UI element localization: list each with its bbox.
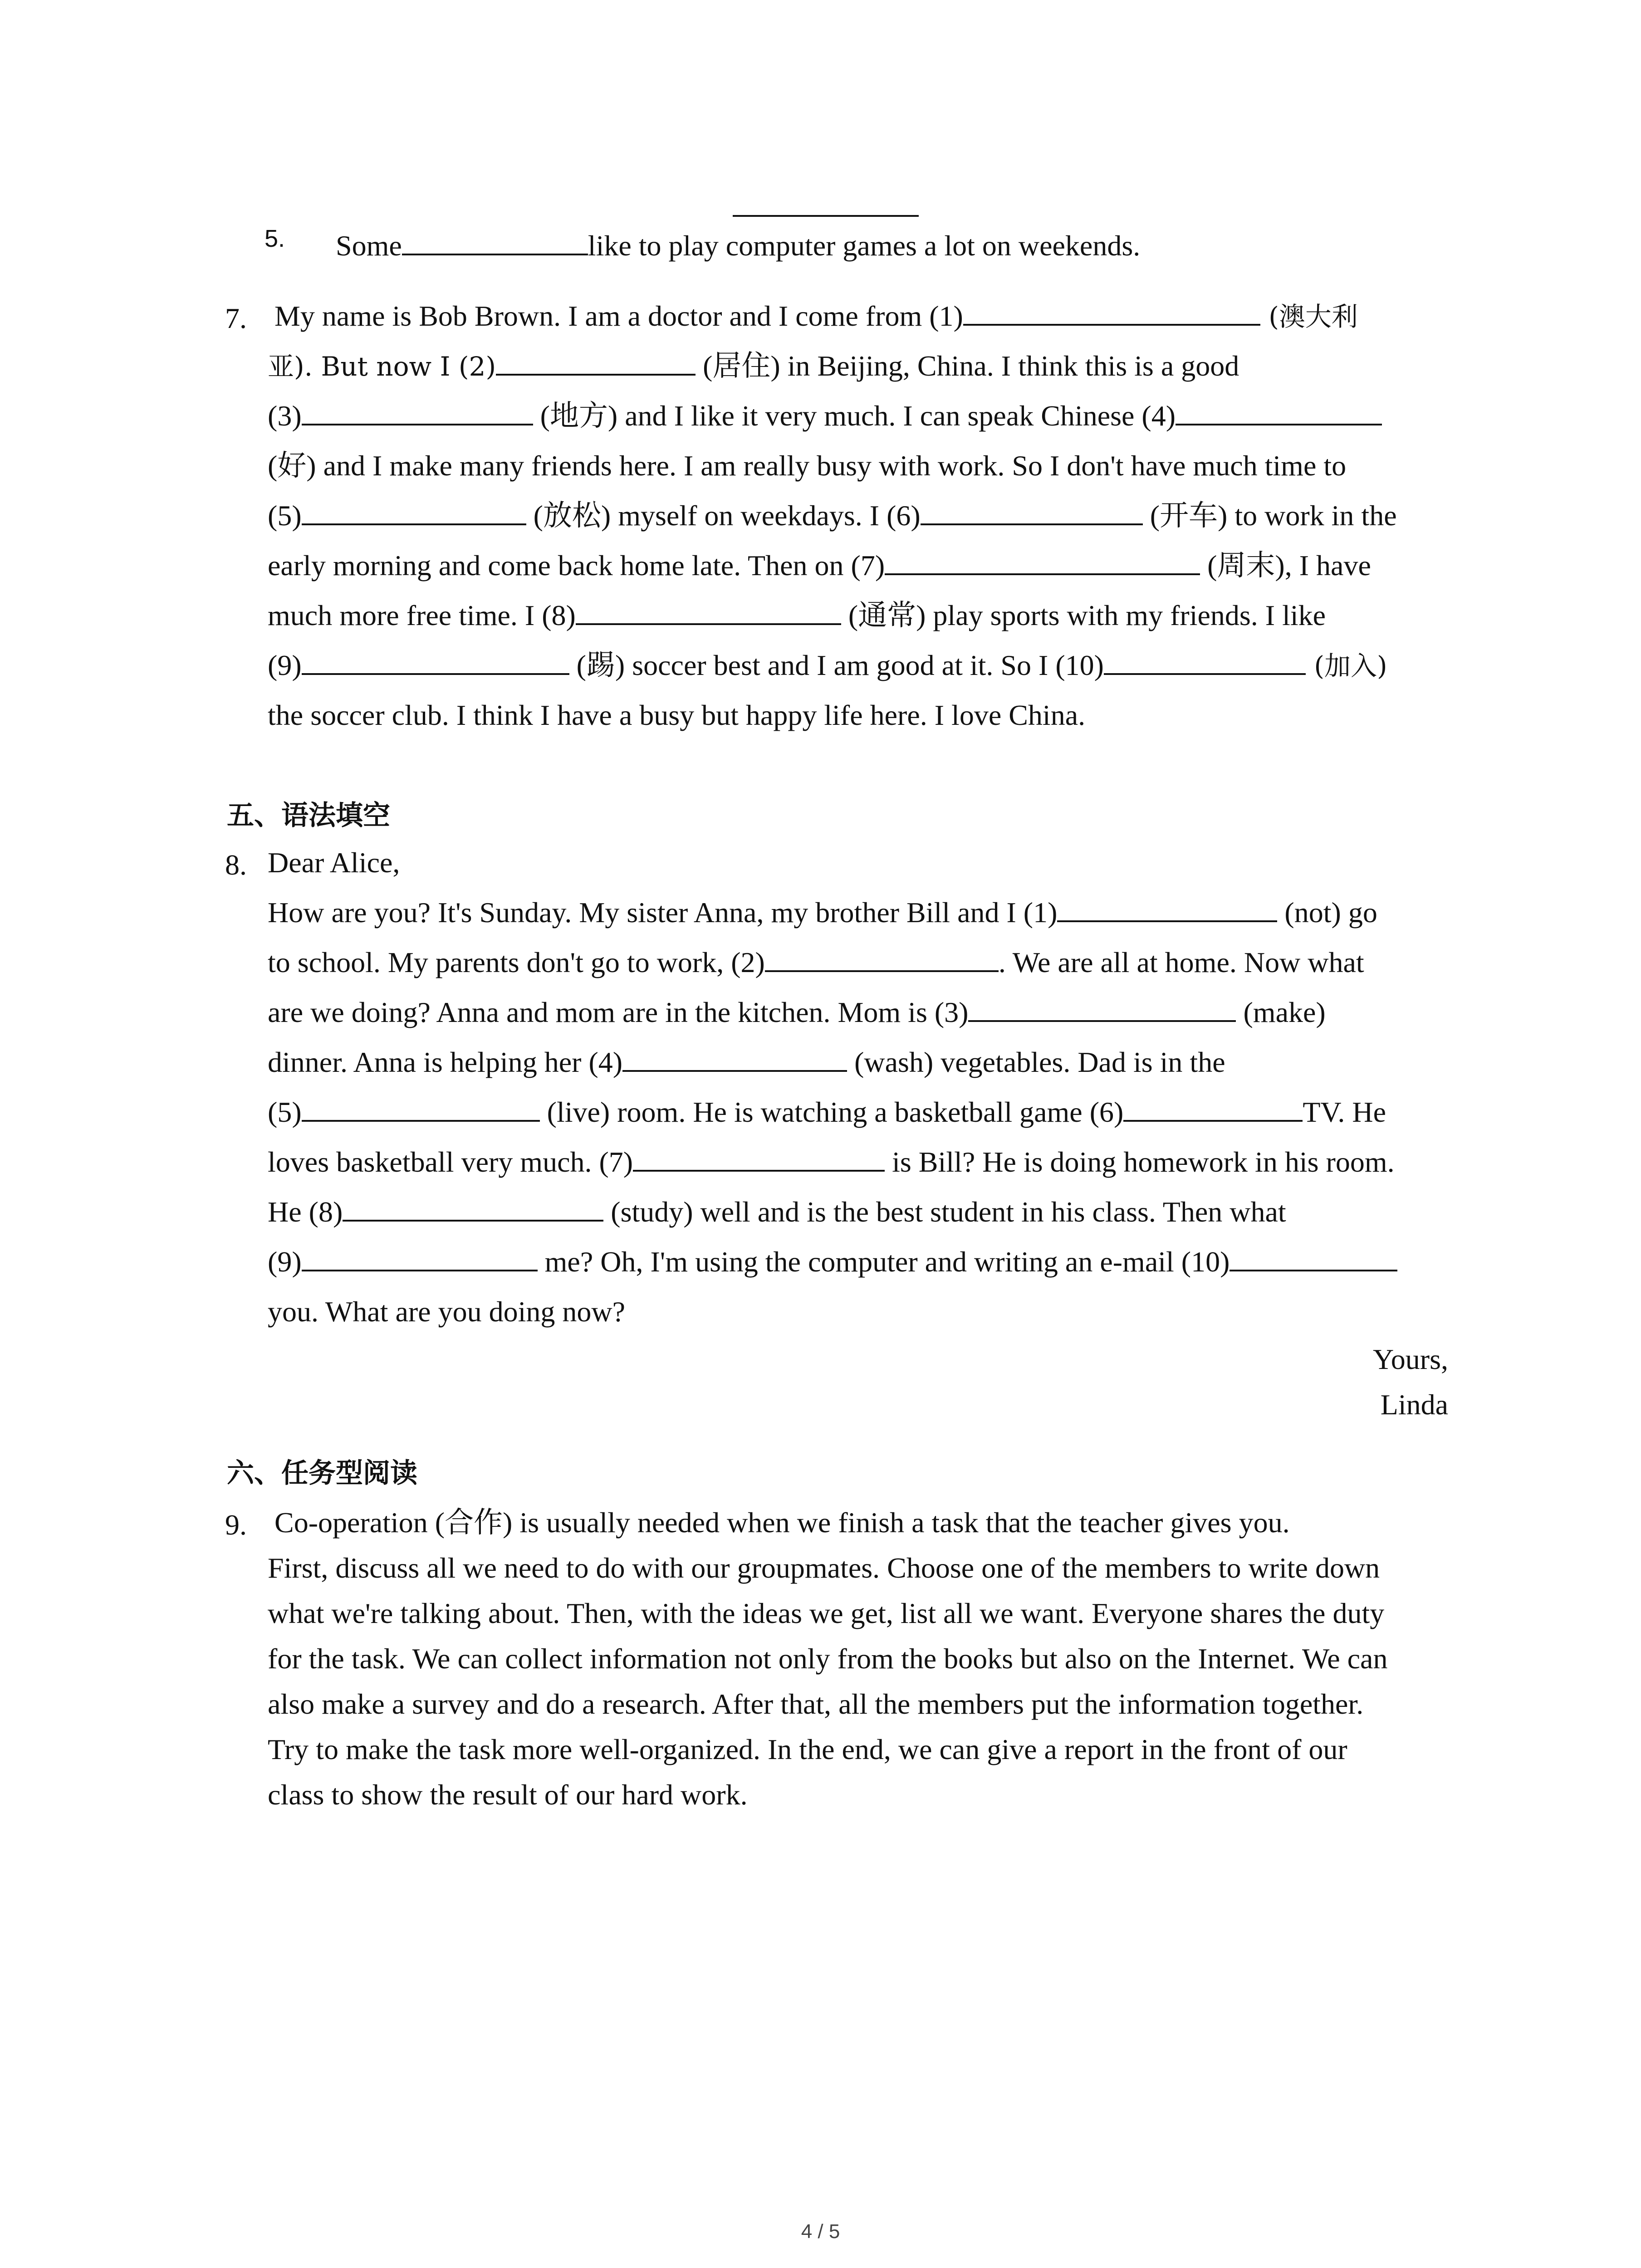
answer-blank[interactable] — [1176, 402, 1382, 425]
passage-line — [268, 1098, 1386, 1127]
passage-line: also make a survey and do a research. After that, all the members put the information together. — [268, 1688, 1364, 1720]
passage-text: (wash) vegetables. Dad is in the — [847, 1046, 1225, 1078]
answer-blank[interactable] — [402, 232, 588, 255]
passage-text: loves basketball very much. (7) — [268, 1146, 633, 1178]
passage-text: . We are all at home. Now what — [998, 946, 1364, 978]
answer-blank[interactable] — [302, 1248, 538, 1271]
passage-text: dinner. Anna is helping her (4) — [268, 1046, 623, 1078]
chinese-hint: (澳大利 — [1260, 301, 1358, 332]
answer-blank[interactable] — [343, 1198, 603, 1222]
answer-blank[interactable] — [1123, 1098, 1303, 1122]
answer-blank[interactable] — [765, 948, 999, 972]
passage-line — [268, 1198, 1286, 1227]
passage-text: much more free time. I (8) — [268, 599, 576, 631]
passage-text: (9) — [268, 649, 302, 681]
passage-text: (make) — [1236, 996, 1326, 1028]
answer-blank[interactable] — [622, 1048, 847, 1072]
passage-text: TV. He — [1303, 1096, 1386, 1128]
passage-text: (开车) to work in the — [1142, 499, 1397, 532]
passage-line: for the task. We can collect information not only from the books but also on the Internet. We can — [268, 1642, 1388, 1675]
passage-text: (通常) play sports with my friends. I like — [841, 599, 1326, 631]
answer-blank[interactable] — [302, 402, 533, 425]
passage-line — [268, 1297, 625, 1326]
passage-line: what we're talking about. Then, with the ideas we get, list all we want. Everyone shares the duty — [268, 1597, 1385, 1629]
answer-blank[interactable] — [885, 552, 1200, 575]
passage-text: early morning and come back home late. Then on (7) — [268, 549, 885, 582]
passage-text: is Bill? He is doing homework in his room. — [885, 1146, 1395, 1178]
passage-line: Try to make the task more well-organized. In the end, we can give a report in the front of our — [268, 1733, 1347, 1765]
passage-line — [268, 1148, 1395, 1177]
answer-blank[interactable] — [963, 302, 1260, 326]
answer-blank[interactable] — [1230, 1248, 1397, 1271]
passage-line — [268, 998, 1326, 1027]
passage-text: How are you? It's Sunday. My sister Anna, my brother Bill and I (1) — [268, 896, 1058, 929]
passage-line — [268, 701, 1085, 730]
question-number: 9. — [225, 1509, 247, 1541]
question-text: like to play computer games a lot on weekends. — [588, 230, 1141, 262]
question-number: 7. — [225, 302, 247, 334]
passage-line — [268, 451, 1346, 480]
passage-text: me? Oh, I'm using the computer and writing an e-mail (10) — [537, 1246, 1230, 1278]
answer-blank[interactable] — [1057, 899, 1277, 922]
passage-line — [268, 551, 1371, 580]
passage-text: the soccer club. I think I have a busy but happy life here. I love China. — [268, 699, 1086, 731]
passage-line — [274, 302, 1358, 331]
passage-text: are we doing? Anna and mom are in the kitchen. Mom is (3) — [268, 996, 969, 1028]
passage-text: (踢) soccer best and I am good at it. So I (10) — [569, 649, 1104, 681]
answer-blank[interactable] — [921, 502, 1143, 525]
passage-text: (放松) myself on weekdays. I (6) — [526, 499, 921, 532]
passage-text: He (8) — [268, 1196, 343, 1228]
answer-blank[interactable] — [1104, 651, 1306, 675]
section-heading: 六、任务型阅读 — [227, 1457, 417, 1489]
passage-line — [268, 401, 1382, 430]
page-number: 4 / 5 — [801, 2220, 840, 2243]
passage-text: (study) well and is the best student in his class. Then what — [603, 1196, 1286, 1228]
question-text: Some — [336, 230, 402, 262]
passage-line — [268, 651, 1387, 680]
question-number: 8. — [225, 849, 247, 881]
passage-text: (3) — [268, 400, 302, 432]
passage-text: (居住) in Beijing, China. I think this is a good — [696, 350, 1239, 382]
answer-blank[interactable] — [302, 502, 526, 525]
passage-text: you. What are you doing now? — [268, 1295, 625, 1328]
passage-line — [268, 1048, 1225, 1077]
passage-line — [268, 948, 1364, 977]
passage-line — [268, 501, 1397, 530]
passage-line — [268, 352, 1239, 381]
letter-signature: Linda — [1380, 1388, 1448, 1421]
passage-text: 亚). But now I (2) — [268, 351, 496, 382]
passage-line: class to show the result of our hard work. — [268, 1779, 748, 1811]
passage-line — [268, 1247, 1397, 1276]
passage-text: My name is Bob Brown. I am a doctor and I come from (1) — [274, 300, 963, 332]
passage-text: (live) room. He is watching a basketball game (6) — [539, 1096, 1124, 1128]
passage-text: to school. My parents don't go to work, (2) — [268, 946, 765, 978]
passage-text: (好) and I make many friends here. I am really busy with work. So I don't have much time to — [268, 450, 1347, 482]
passage-text: (地方) and I like it very much. I can speak Chinese (4) — [533, 400, 1176, 432]
passage-text: (9) — [268, 1246, 302, 1278]
section-heading: 五、语法填空 — [227, 800, 390, 831]
passage-text: (not) go — [1277, 896, 1377, 929]
passage-line: First, discuss all we need to do with our groupmates. Choose one of the members to write down — [268, 1552, 1380, 1584]
passage-text: (5) — [268, 499, 302, 532]
letter-greeting: Dear Alice, — [268, 846, 400, 879]
answer-blank[interactable] — [496, 352, 696, 376]
letter-closing: Yours, — [1372, 1343, 1448, 1375]
chinese-hint: (加入) — [1305, 650, 1387, 681]
answer-blank[interactable] — [302, 1098, 540, 1122]
passage-line: Co-operation (合作) is usually needed when we finish a task that the teacher gives you. — [274, 1506, 1290, 1539]
answer-blank[interactable] — [576, 601, 841, 625]
answer-blank[interactable] — [968, 998, 1236, 1022]
question-number: 5. — [265, 225, 285, 252]
answer-blank[interactable] — [733, 195, 919, 217]
answer-blank[interactable] — [633, 1148, 885, 1172]
passage-line — [268, 898, 1377, 927]
answer-blank[interactable] — [302, 651, 569, 675]
passage-text: (5) — [268, 1096, 302, 1128]
passage-line — [268, 601, 1326, 630]
passage-text: (周末), I have — [1200, 549, 1371, 582]
question-5-line — [336, 231, 1140, 260]
